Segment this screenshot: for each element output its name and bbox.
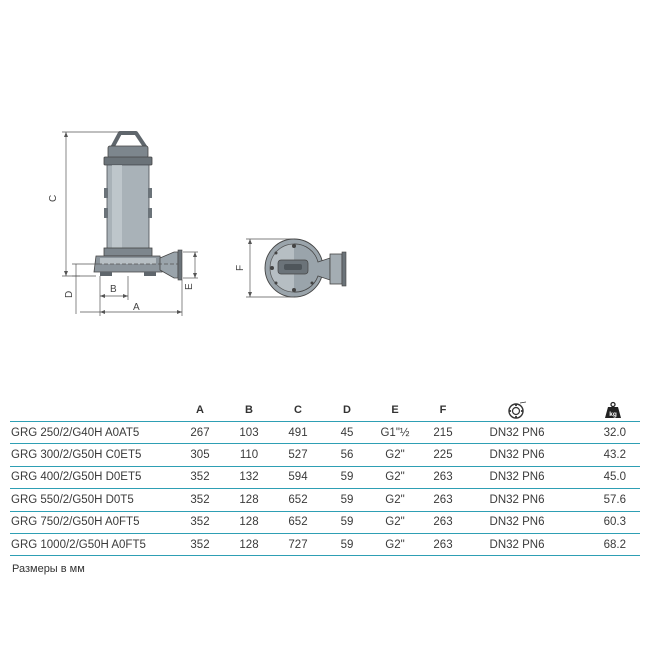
cell-f: 263	[419, 489, 467, 511]
cell-e: G2"	[371, 511, 419, 533]
cell-f: 263	[419, 533, 467, 555]
cell-b: 103	[225, 422, 273, 444]
header-b: B	[225, 399, 273, 422]
dim-label-b: B	[110, 284, 117, 295]
cell-flange: DN32 PN6	[467, 422, 567, 444]
cell-flange: DN32 PN6	[467, 444, 567, 466]
cell-c: 652	[273, 511, 323, 533]
table-body	[10, 422, 640, 556]
cell-e: G1"½	[371, 422, 419, 444]
cell-b: 110	[225, 444, 273, 466]
table-header-row	[10, 399, 640, 422]
table-row	[10, 422, 640, 444]
cell-flange: DN32 PN6	[467, 533, 567, 555]
cell-flange: DN32 PN6	[467, 466, 567, 488]
cell-e: G2"	[371, 489, 419, 511]
dim-label-a: A	[133, 302, 140, 313]
units-note: Размеры в мм	[12, 563, 85, 575]
header-flange	[467, 399, 567, 422]
weight-icon	[604, 401, 622, 419]
cell-a: 352	[175, 533, 225, 555]
cell-a: 352	[175, 466, 225, 488]
cell-model: GRG 750/2/G50H A0FT5	[10, 511, 175, 533]
dim-label-f: F	[235, 264, 246, 271]
cell-c: 527	[273, 444, 323, 466]
cell-d: 45	[323, 422, 371, 444]
header-e: E	[371, 399, 419, 422]
cell-f: 225	[419, 444, 467, 466]
flange-icon	[506, 400, 528, 420]
table-row	[10, 511, 640, 533]
table-row	[10, 489, 640, 511]
table-row	[10, 466, 640, 488]
cell-d: 59	[323, 489, 371, 511]
header-f: F	[419, 399, 467, 422]
cell-d: 59	[323, 466, 371, 488]
cell-weight: 32.0	[567, 422, 640, 444]
cell-model: GRG 250/2/G40H A0AT5	[10, 422, 175, 444]
cell-a: 352	[175, 489, 225, 511]
cell-c: 652	[273, 489, 323, 511]
cell-d: 56	[323, 444, 371, 466]
cell-weight: 45.0	[567, 466, 640, 488]
cell-b: 132	[225, 466, 273, 488]
dim-label-c: C	[48, 194, 59, 202]
svg-text:kg: kg	[609, 411, 617, 418]
cell-c: 727	[273, 533, 323, 555]
cell-c: 594	[273, 466, 323, 488]
cell-d: 59	[323, 533, 371, 555]
table-row	[10, 444, 640, 466]
dim-label-d: D	[64, 290, 75, 298]
cell-a: 267	[175, 422, 225, 444]
cell-weight: 60.3	[567, 511, 640, 533]
table-row	[10, 533, 640, 555]
cell-flange: DN32 PN6	[467, 511, 567, 533]
cell-model: GRG 400/2/G50H D0ET5	[10, 466, 175, 488]
header-model	[10, 399, 175, 422]
cell-f: 263	[419, 511, 467, 533]
header-d: D	[323, 399, 371, 422]
cell-weight: 43.2	[567, 444, 640, 466]
header-weight	[567, 399, 640, 422]
dim-label-e: E	[184, 283, 195, 290]
cell-b: 128	[225, 511, 273, 533]
header-a: A	[175, 399, 225, 422]
cell-weight: 68.2	[567, 533, 640, 555]
cell-f: 263	[419, 466, 467, 488]
dimensions-table	[10, 399, 640, 556]
cell-a: 352	[175, 511, 225, 533]
cell-d: 59	[323, 511, 371, 533]
pump-top-view	[265, 239, 346, 297]
cell-model: GRG 300/2/G50H C0ET5	[10, 444, 175, 466]
cell-f: 215	[419, 422, 467, 444]
cell-c: 491	[273, 422, 323, 444]
cell-model: GRG 1000/2/G50H A0FT5	[10, 533, 175, 555]
cell-e: G2"	[371, 533, 419, 555]
cell-e: G2"	[371, 444, 419, 466]
cell-model: GRG 550/2/G50H D0T5	[10, 489, 175, 511]
cell-b: 128	[225, 489, 273, 511]
cell-flange: DN32 PN6	[467, 489, 567, 511]
cell-b: 128	[225, 533, 273, 555]
cell-e: G2"	[371, 466, 419, 488]
cell-weight: 57.6	[567, 489, 640, 511]
cell-a: 305	[175, 444, 225, 466]
header-c: C	[273, 399, 323, 422]
pump-side-view	[94, 133, 182, 280]
